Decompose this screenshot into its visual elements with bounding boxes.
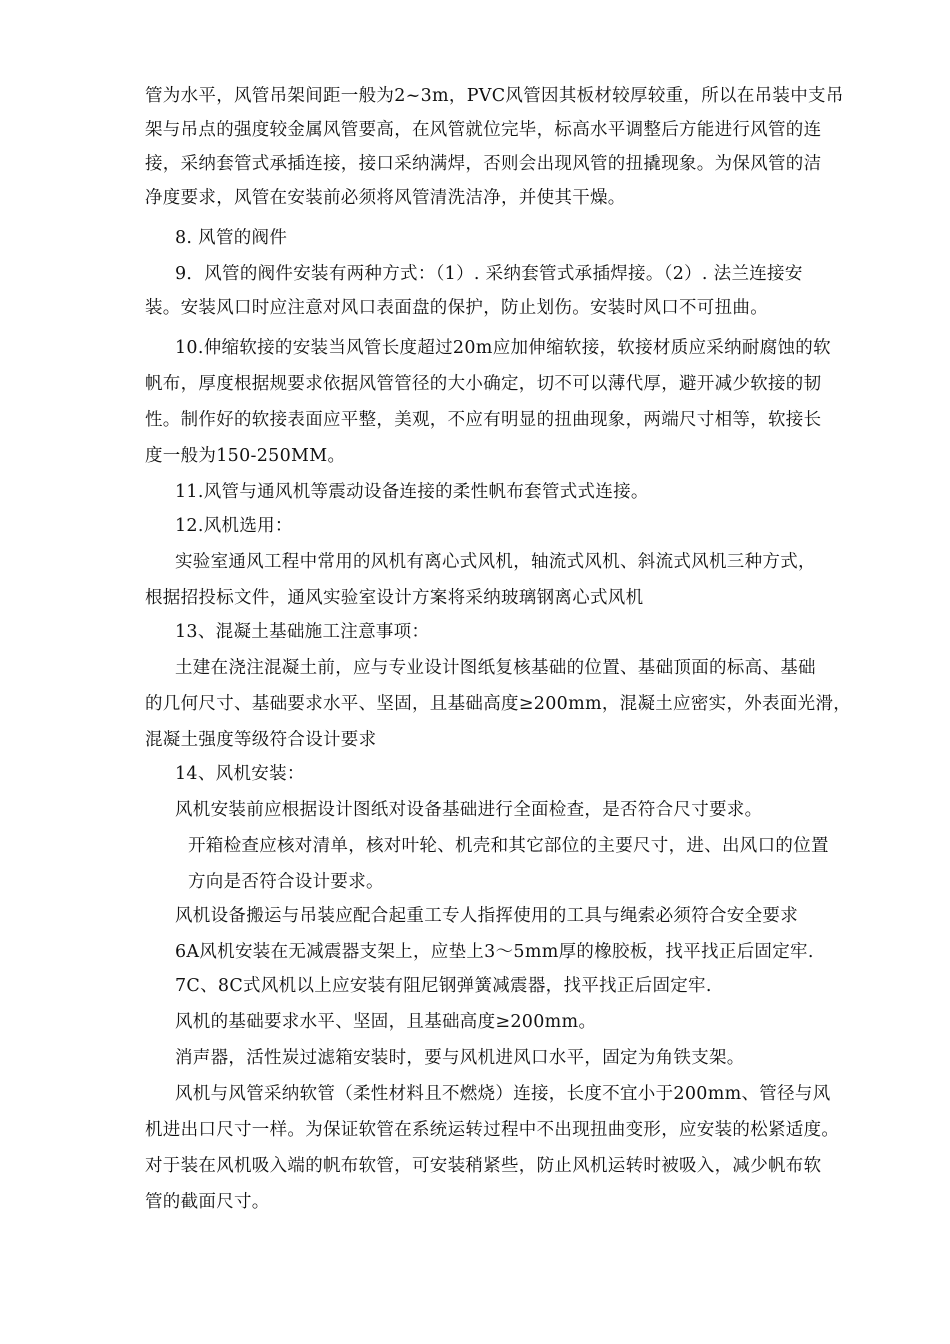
duct-paragraph-line-1: 管为水平，风管吊架间距一般为2~3m，PVC风管因其板材较厚较重，所以在吊装中支吊 [145,86,844,106]
section-11-line: 11.风管与通风机等震动设备连接的柔性帆布套管式式连接。 [175,482,649,502]
section-10-line-2: 帆布，厚度根据规要求依据风管管径的大小确定，切不可以薄代厚，避开减少软接的韧 [145,374,822,394]
section-12-heading: 12.风机选用： [175,516,293,536]
section-12-text-line-2: 根据招投标文件，通风实验室设计方案将采纳玻璃钢离心式风机 [145,588,644,608]
section-13-heading: 13、混凝土基础施工注意事项： [175,622,430,642]
section-14-item-c: 风机设备搬运与吊装应配合起重工专人指挥使用的工具与绳索必须符合安全要求 [175,906,798,926]
section-14-item-d: 6A风机安装在无减震器支架上，应垫上3～5mm厚的橡胶板，找平找正后固定牢. [175,942,814,962]
section-14-heading: 14、风机安装： [175,764,305,784]
section-14-item-b-line-2: 方向是否符合设计要求。 [188,872,384,892]
section-8-heading: 8. 风管的阀件 [175,228,288,248]
section-14-item-h-line-1: 风机与风管采纳软管（柔性材料且不燃烧）连接，长度不宜小于200mm、管径与风 [175,1084,831,1104]
duct-paragraph-line-4: 净度要求，风管在安装前必须将风管清洗洁净，并使其干燥。 [145,188,626,208]
section-13-text-line-1: 土建在浇注混凝土前，应与专业设计图纸复核基础的位置、基础顶面的标高、基础 [175,658,816,678]
section-14-item-b-line-1: 开箱检查应核对清单，核对叶轮、机壳和其它部位的主要尺寸，进、出风口的位置 [188,836,829,856]
section-13-text-line-2: 的几何尺寸、基础要求水平、坚固，且基础高度≥200mm，混凝土应密实，外表面光滑， [145,694,852,714]
section-14-item-e: 7C、8C式风机以上应安装有阻尼钢弹簧减震器，找平找正后固定牢. [175,976,712,996]
section-14-item-h-line-3: 对于装在风机吸入端的帆布软管，可安装稍紧些，防止风机运转时被吸入，减少帆布软 [145,1156,822,1176]
section-10-line-4: 度一般为150-250MM。 [145,446,346,466]
section-13-text-line-3: 混凝土强度等级符合设计要求 [145,730,377,750]
section-9-line-1: 9．风管的阀件安装有两种方式：（1）. 采纳套管式承插焊接。（2）. 法兰连接安 [175,264,803,284]
section-14-item-g: 消声器，活性炭过滤箱安装时，要与风机进风口水平，固定为角铁支架。 [175,1048,745,1068]
section-10-line-1: 10.伸缩软接的安装当风管长度超过20m应加伸缩软接，软接材质应采纳耐腐蚀的软 [175,338,831,358]
section-14-item-a: 风机安装前应根据设计图纸对设备基础进行全面检查，是否符合尺寸要求。 [175,800,763,820]
duct-paragraph-line-3: 接，采纳套管式承插连接，接口采纳满焊，否则会出现风管的扭撬现象。为保风管的洁 [145,154,822,174]
section-14-item-f: 风机的基础要求水平、坚固，且基础高度≥200mm。 [175,1012,597,1032]
section-14-item-h-line-4: 管的截面尺寸。 [145,1192,270,1212]
duct-paragraph-line-2: 架与吊点的强度较金属风管要高，在风管就位完毕，标高水平调整后方能进行风管的连 [145,120,822,140]
section-12-text-line-1: 实验室通风工程中常用的风机有离心式风机，轴流式风机、斜流式风机三种方式， [175,552,816,572]
section-9-line-2: 装。安装风口时应注意对风口表面盘的保护，防止划伤。安装时风口不可扭曲。 [145,298,768,318]
section-10-line-3: 性。制作好的软接表面应平整，美观，不应有明显的扭曲现象，两端尺寸相等，软接长 [145,410,822,430]
section-14-item-h-line-2: 机进出口尺寸一样。为保证软管在系统运转过程中不出现扭曲变形，应安装的松紧适度。 [145,1120,840,1140]
